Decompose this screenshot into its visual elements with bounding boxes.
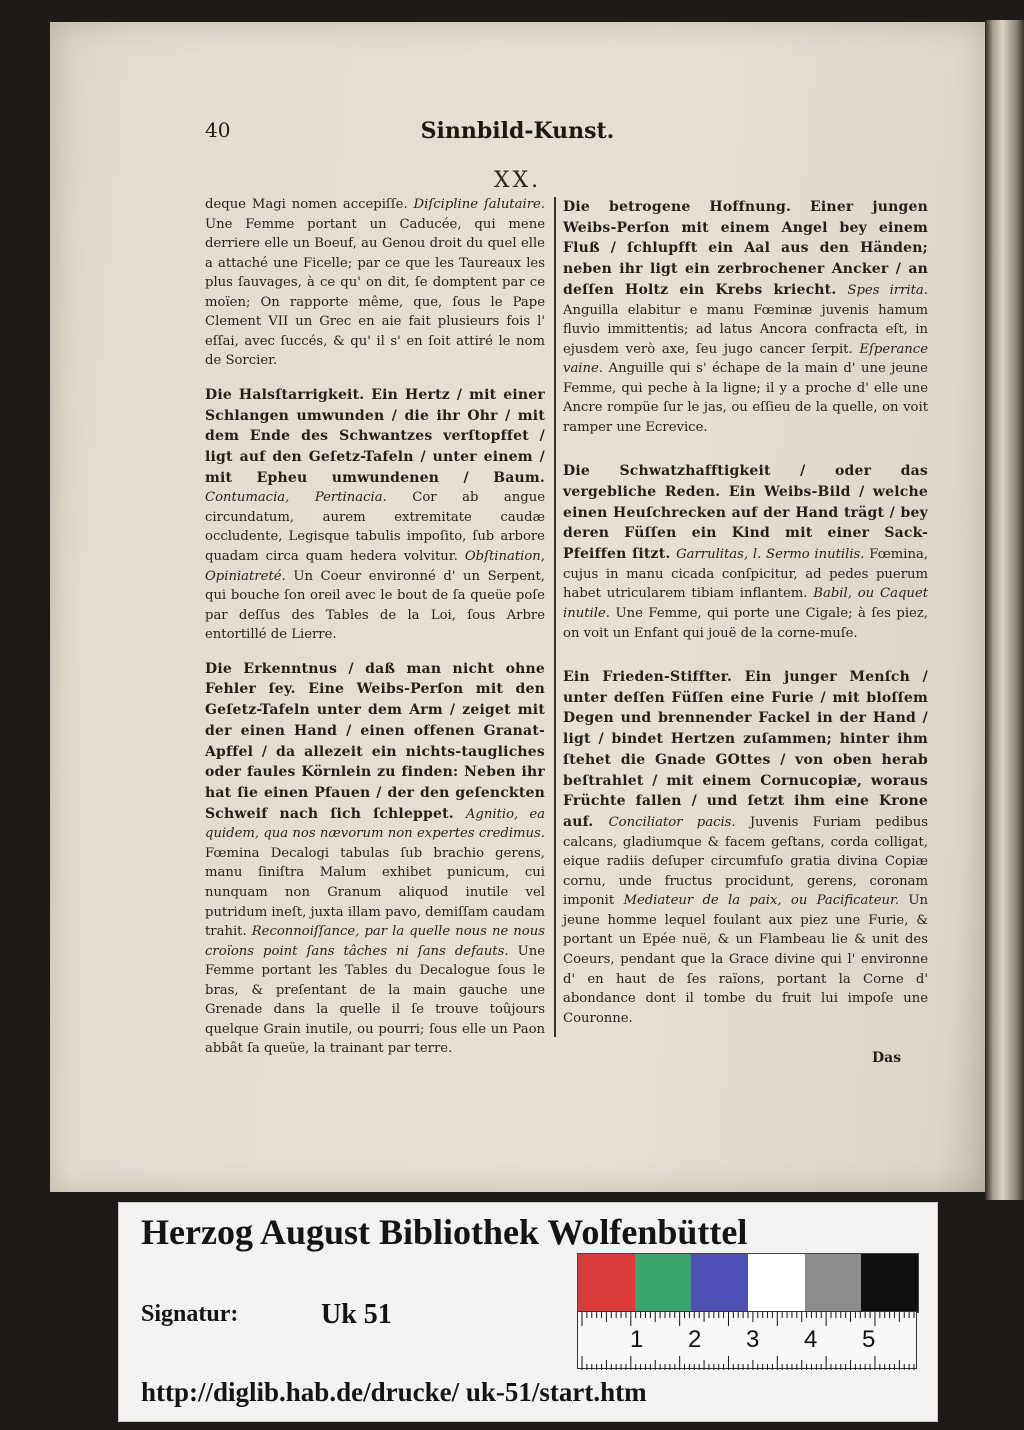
body-text: Une Femme portant les Tables du Decalogue ſous le bras, & preſentant de la main gauche une Grenade dans la quelle il ſe trouve toûjours quelque Grain inutile, ou pourri; ſous elle un Paon abbât ſa queüe, la trainant par terre. — [205, 943, 545, 1057]
section-number: XX. — [493, 168, 542, 193]
measurement-ruler — [577, 1311, 917, 1369]
page-number: 40 — [205, 118, 231, 142]
body-text: Anguille qui s' échape de la main d' une jeune Femme, qui peche à la ligne; il y a proche d' elle une Ancre rompüe ſur le jas, ou eſſieu de la quelle, on voit ramper une Ecrevice. — [563, 361, 928, 435]
latin-french-italic-text: Eſperance vaine. — [563, 341, 928, 377]
german-blackletter-text: Die betrogene Hoffnung. Einer jungen Weibs-Perſon mit einem Angel bey einem Fluß / ſchlupfft ein Aal aus den Händen; neben ihr ligt ein zerbrochener Ancker / an deſſen Holtz ein Krebs kriecht. — [563, 199, 928, 298]
latin-french-italic-text: Conciliator pacis. — [608, 815, 736, 831]
paragraph-hoffnung — [563, 197, 928, 437]
color-swatch — [635, 1254, 692, 1312]
paragraph-discipline — [205, 195, 545, 371]
body-text: Une Femme, qui porte une Cigale; à ſes piez, on voit un Enfant qui jouë de la corne-muſe. — [563, 605, 928, 641]
paragraph-halsstarrigkeit — [205, 385, 545, 645]
latin-french-italic-text: Obſtination, Opiniatreté. — [205, 548, 545, 584]
german-blackletter-text: Ein Frieden-Stiffter. Ein junger Menſch / unter deſſen Füſſen eine Furie / mit bloſſem Degen und brennender Fackel in der Hand / ligt / bindet Hertzen zuſammen; hinter ihm ſtehet die Gnade GOttes / von oben herab beſtrahlet / mit einem Cornucopiæ, woraus Früchte fallen / und ſetzt ihm eine Krone auf. — [563, 669, 928, 831]
signatur-value: Uk 51 — [321, 1299, 392, 1330]
latin-french-italic-text: Contumacia, Pertinacia. — [205, 490, 387, 506]
color-swatch — [748, 1254, 805, 1312]
latin-french-italic-text: Diſcipline ſalutaire. — [413, 197, 545, 212]
book-edge — [985, 20, 1024, 1200]
ruler-number: 3 — [746, 1326, 760, 1353]
color-swatch — [691, 1254, 748, 1312]
signatur-label: Signatur: — [141, 1301, 239, 1327]
ruler-number: 5 — [862, 1326, 876, 1353]
library-url-link[interactable]: http://diglib.hab.de/drucke/ uk-51/start.htm — [141, 1377, 647, 1407]
library-card — [118, 1202, 938, 1422]
german-blackletter-text: Die Schwatzhafftigkeit / oder das vergebliche Reden. Ein Weibs-Bild / welche einen Heuſchrecken auf der Hand trägt / bey deren Füſſen ein Kind mit einer Sack-Pfeiffen ſitzt. — [563, 463, 928, 563]
right-column — [563, 197, 928, 1042]
paragraph-frieden-stiffter — [563, 667, 928, 1028]
color-swatch — [578, 1254, 635, 1312]
paragraph-schwatzhafftigkeit — [563, 461, 928, 643]
column-divider — [554, 197, 556, 1037]
ruler-number: 1 — [630, 1326, 644, 1353]
color-swatch — [805, 1254, 862, 1312]
body-text: Juvenis Furiam pedibus calcans, gladiumque & facem geſtans, corda colligat, eique radiis deſuper circumfuſo gratia divina Copiæ cornu, unde fructus procidunt, gerens, coronam imponit — [563, 815, 928, 909]
body-text: Fœmina Decalogi tabulas ſub brachio gerens, manu ſiniſtra Malum exhibet punicum, cui nunquam non Granum aliquod inutile vel putridum ineſt, juxta illam pavo, demiſſam caudam trahit. — [205, 845, 545, 940]
body-text: Une Femme portant un Caducée, qui mene derriere elle un Boeuf, au Genou droit du quel elle a attaché une Ficelle; par ce que les Taureaux les plus ſauvages, à ce qu' on dit, ſe domptent par ce moïen; On rapporte même, que, ſous le Pape Clement VII un Grec en aie fait plusieurs fois l' eſſai, avec ſuccés, & qu' il s' en ſoit attiré le nom de Sorcier. — [205, 216, 545, 369]
color-swatch — [861, 1254, 918, 1312]
latin-french-italic-text: Agnitio, ea quidem, qua nos nævorum non expertes credimus. — [205, 806, 545, 842]
body-text: Un Coeur environné d' un Serpent, qui bouche ſon oreil avec le bout de ſa queüe poſe par deſſus des Tables de la Loi, ſous Arbre entortillé de Lierre. — [205, 568, 545, 643]
german-blackletter-text: Die Halsſtarrigkeit. Ein Hertz / mit einer Schlangen umwunden / die ihr Ohr / mit dem Ende des Schwantzes verſtopffet / ligt auf den Geſetz-Tafeln / unter einem / mit Epheu umwundenen / Baum. — [205, 386, 545, 486]
latin-french-italic-text: Babil, ou Caquet inutile. — [563, 586, 928, 621]
body-text: Cor ab angue circundatum, aurem extremitate caudæ occludente, Legisque tabulis impoſito, ſub arbore quadam circa quam hedera volvitur. — [205, 490, 546, 564]
ruler-number: 4 — [804, 1326, 818, 1353]
latin-french-italic-text: Reconnoiſſance, par la quelle nous ne nous croïons point ſans tâches ni ſans defauts. — [205, 924, 545, 959]
body-text: Un jeune homme lequel foulant aux piez une Furie, & portant un Epée nuë, & un Flambeau lie & unit des Coeurs, pendant que la Grace divine qui l' environne d' en haut de ſes raïons, portant la Corne d' abondance dont il tombe du fruit lui impoſe une Couronne. — [563, 893, 928, 1026]
running-head: Sinnbild-Kunst. — [420, 118, 615, 144]
latin-french-italic-text: Mediateur de la paix, ou Pacificateur. — [623, 893, 900, 909]
body-text: deque Magi nomen accepiſſe. — [205, 197, 414, 212]
book-page — [50, 22, 985, 1192]
left-column — [205, 195, 545, 1073]
paragraph-erkenntnus — [205, 659, 545, 1059]
page-header — [50, 118, 985, 158]
latin-french-italic-text: Spes irrita. — [847, 282, 928, 298]
german-blackletter-text: Die Erkenntnus / daß man nicht ohne Fehler ſey. Eine Weibs-Perſon mit den Geſetz-Tafeln unter dem Arm / zeiget mit der einen Hand / einen offenen Granat-Apffel / da allezeit ein nichts-taugliches oder faules Körnlein zu finden: Neben ihr hat ſie einen Pfauen / der den geſenckten Schweif nach ſich ſchleppet. — [205, 660, 545, 822]
body-text: Fœmina, cujus in manu cicada conſpicitur, ad pedes puerum habet utricularem tibiam inflantem. — [563, 547, 929, 602]
catchword: Das — [872, 1050, 902, 1066]
latin-french-italic-text: Garrulitas, l. Sermo inutilis. — [676, 547, 865, 563]
ruler-number: 2 — [688, 1326, 702, 1353]
body-text: Anguilla elabitur e manu Fœminæ juvenis hamum fluvio immittentis; ad latus Ancora confracta eſt, in ejusdem verò axe, ſeu jugo cancer ſerpit. — [563, 302, 928, 357]
library-title: Herzog August Bibliothek Wolfenbüttel — [141, 1212, 748, 1252]
color-chart — [577, 1253, 919, 1313]
